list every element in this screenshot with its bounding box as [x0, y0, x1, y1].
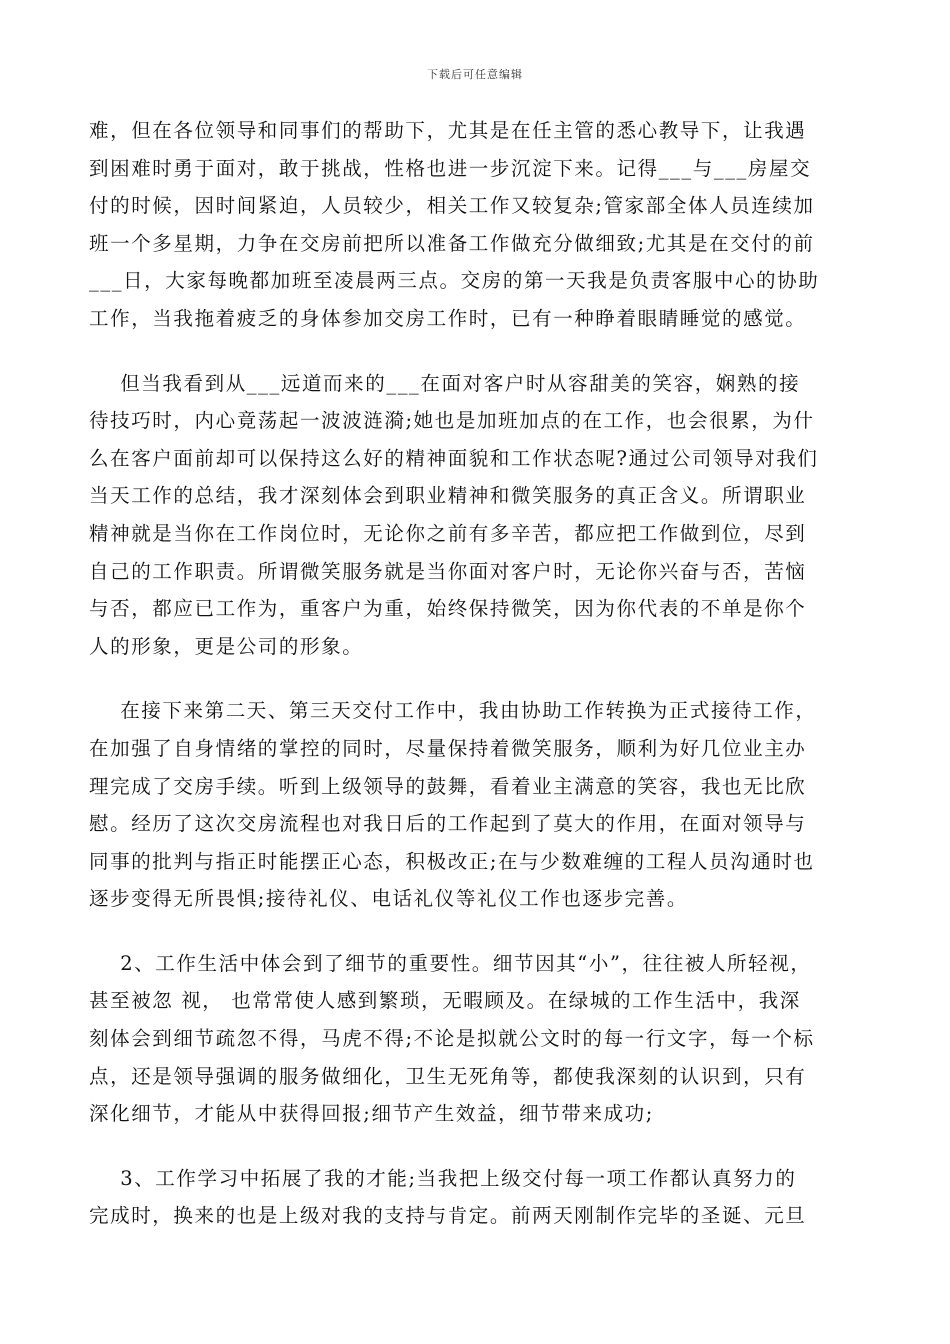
paragraph-2 [89, 365, 861, 666]
text-line: 3、工作学习中拓展了我的才能;当我把上级交付每一项工作都认真努力的 [89, 1166, 797, 1190]
text-line: 到困难时勇于面对，敢于挑战，性格也进一步沉淀下来。记得___与___房屋交 [89, 156, 812, 180]
text-line: 工作，当我拖着疲乏的身体参加交房工作时，已有一种睁着眼睛睡觉的感觉。 [89, 306, 807, 330]
text-line: 班一个多星期，力争在交房前把所以准备工作做充分做细致;尤其是在交付的前 [89, 231, 815, 255]
text-line: 甚至被忽 视， 也常常使人感到繁琐，无暇顾及。在绿城的工作生活中，我深 [89, 989, 801, 1013]
text-line: 在接下来第二天、第三天交付工作中，我由协助工作转换为正式接待工作， [89, 699, 817, 723]
text-line: 同事的批判与指正时能摆正心态，积极改正;在与少数难缠的工程人员沟通时也 [89, 849, 815, 873]
text-line: 理完成了交房手续。听到上级领导的鼓舞，看着业主满意的笑容，我也无比欣 [89, 774, 807, 798]
text-line: 精神就是当你在工作岗位时，无论你之前有多辛苦，都应把工作做到位，尽到 [89, 521, 807, 545]
text-line: 逐步变得无所畏惧;接待礼仪、电话礼仪等礼仪工作也逐步完善。 [89, 887, 688, 911]
text-line: 刻体会到细节疏忽不得，马虎不得;不论是拟就公文时的每一行文字，每一个标 [89, 1027, 815, 1051]
text-line: 待技巧时，内心竟荡起一波波涟漪;她也是加班加点的在工作，也会很累，为什 [89, 409, 815, 433]
page-header: 下载后可任意编辑 [427, 68, 523, 81]
document-body [89, 112, 861, 1262]
paragraph-1 [89, 112, 861, 338]
text-line: 深化细节，才能从中获得回报;细节产生效益，细节带来成功; [89, 1102, 654, 1126]
text-line: 当天工作的总结，我才深刻体会到职业精神和微笑服务的真正含义。所谓职业 [89, 484, 807, 508]
text-line: 慰。经历了这次交房流程也对我日后的工作起到了莫大的作用，在面对领导与 [89, 812, 807, 836]
text-line: 点，还是领导强调的服务做细化，卫生无死角等，都使我深刻的认识到，只有 [89, 1064, 807, 1088]
text-line: 付的时候，因时间紧迫，人员较少，相关工作又较复杂;管家部全体人员连续加 [89, 194, 815, 218]
text-line: 与否，都应已工作为，重客户为重，始终保持微笑，因为你代表的不单是你个 [89, 597, 807, 621]
text-line: 难，但在各位领导和同事们的帮助下，尤其是在任主管的悉心教导下，让我遇 [89, 119, 807, 142]
text-line: 人的形象，更是公司的形象。 [89, 634, 364, 658]
text-line: 但当我看到从___远道而来的___在面对客户时从容甜美的笑容，娴熟的接 [89, 371, 801, 395]
text-line: 在加强了自身情绪的掌控的同时，尽量保持着微笑服务，顺利为好几位业主办 [89, 736, 807, 760]
paragraph-5 [89, 1160, 861, 1235]
paragraph-3 [89, 692, 861, 918]
text-line: ___日，大家每晚都加班至凌晨两三点。交房的第一天我是负责客服中心的协助 [89, 269, 820, 293]
text-line: 么在客户面前却可以保持这么好的精神面貌和工作状态呢?通过公司领导对我们 [89, 446, 819, 470]
text-line: 完成时，换来的也是上级对我的支持与肯定。前两天刚制作完毕的圣诞、元旦 [89, 1204, 807, 1228]
text-line: 2、工作生活中体会到了细节的重要性。细节因其“小”，往往被人所轻视， [89, 951, 812, 975]
paragraph-4 [89, 945, 861, 1133]
text-line: 自己的工作职责。所谓微笑服务就是当你面对客户时，无论你兴奋与否，苦恼 [89, 559, 807, 583]
